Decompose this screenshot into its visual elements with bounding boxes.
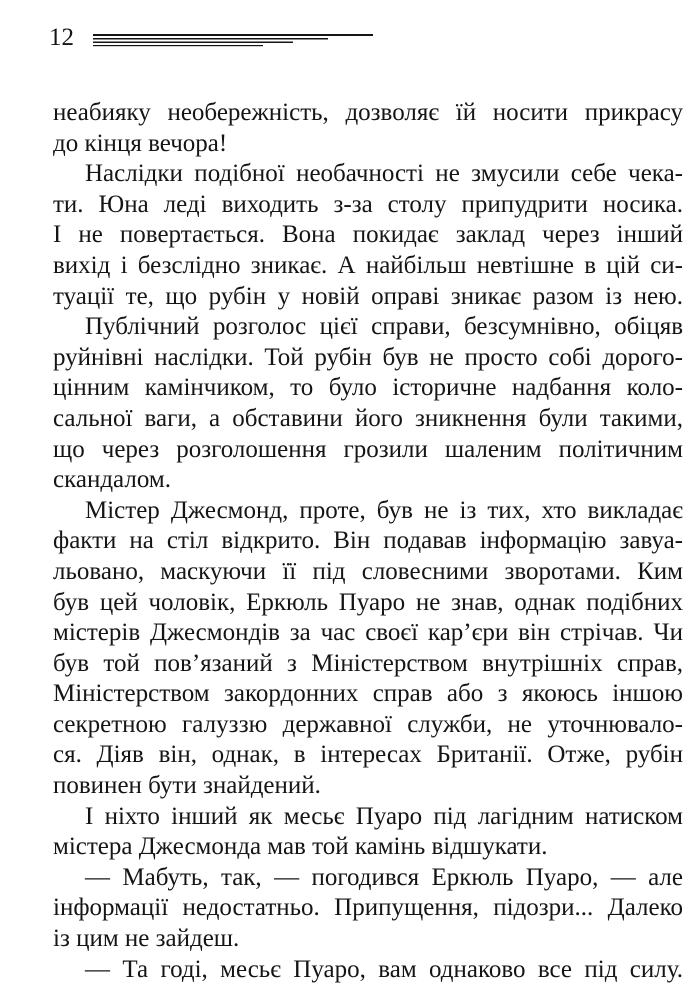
text-line: був той пов’язаний з Міністерством внутрішніх справ, (53, 649, 683, 677)
text-line: факти на стіл відкрито. Він подавав інформацію завуа- (53, 527, 683, 555)
text-line: І не повертається. Вона покидає заклад через інший (53, 221, 683, 249)
text-line: вихід і безслідно зникає. А найбільш невтішне в цій си- (53, 251, 683, 279)
text-line: цінним камінчиком, то було історичне надбання коло- (53, 374, 683, 402)
text-line: що через розголошення грозили шаленим політичним (53, 435, 683, 463)
text-line: секретною галуззю державної служби, не уточнювало- (53, 710, 683, 738)
text-line: повинен бути знайдений. (53, 772, 321, 800)
text-line: — Мабуть, так, — погодився Еркюль Пуаро, — але (85, 863, 683, 891)
text-line: до кінця вечора! (53, 129, 228, 157)
text-line: із цим не зайдеш. (53, 925, 240, 953)
page-header (49, 22, 389, 58)
text-line: ти. Юна леді виходить з-за столу припудрити носика. (53, 190, 683, 218)
text-line: містерів Джесмондів за час своєї кар’єри він стрічав. Чи (53, 619, 683, 647)
text-line: був цей чоловік, Еркюль Пуаро не знав, однак подібних (53, 588, 683, 616)
text-line: містера Джесмонда мав той камінь відшукати. (53, 833, 548, 861)
text-line: неабияку необережність, дозволяє їй носити прикрасу (53, 99, 683, 126)
text-line: скандалом. (53, 466, 171, 494)
text-line: Публічний розголос цієї справи, безсумнівно, обіцяв (85, 313, 683, 341)
text-line: ся. Діяв він, однак, в інтересах Британії. Отже, рубін (53, 741, 683, 769)
decorative-rule-icon (93, 34, 373, 48)
text-line: руйнівні наслідки. Той рубін був не просто собі дорого- (53, 343, 683, 371)
text-line: туації те, що рубін у новій оправі зникає разом із нею. (53, 282, 683, 310)
page-number: 12 (49, 24, 74, 51)
text-line: І ніхто інший як месьє Пуаро під лагідним натиском (85, 802, 683, 830)
text-line: Містер Джесмонд, проте, був не із тих, хто викладає (85, 496, 683, 524)
body-text (53, 98, 683, 985)
text-line: Міністерством закордонних справ або з якоюсь іншою (53, 680, 683, 708)
text-line: льовано, маскуючи її під словесними зворотами. Ким (53, 557, 683, 585)
text-line: Наслідки подібної необачності не змусили себе чека- (85, 160, 683, 188)
text-line: сальної ваги, а обставини його зникнення були такими, (53, 404, 683, 432)
text-line: — Та годі, месьє Пуаро, вам однаково все під силу. (85, 955, 683, 983)
text-line: інформації недостатньо. Припущення, підозри... Далеко (53, 894, 683, 922)
